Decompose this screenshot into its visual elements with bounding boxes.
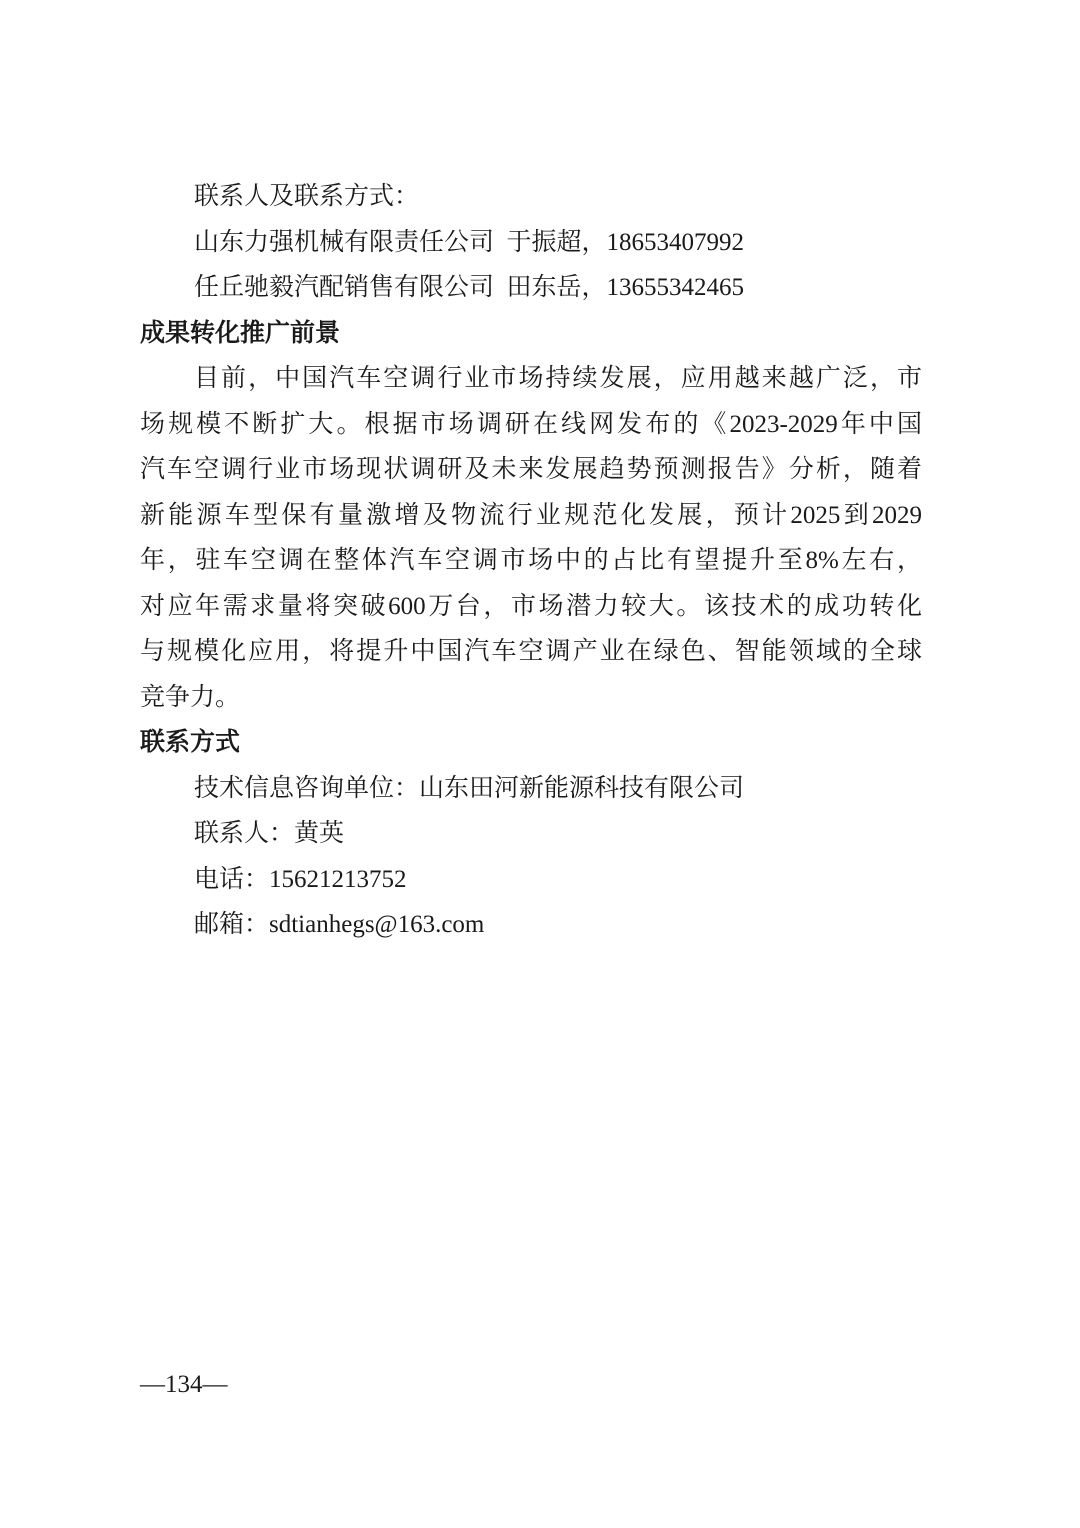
contact-email: 邮箱：sdtianhegs@163.com [194, 911, 485, 938]
paragraph-line: 目前，中国汽车空调行业市场持续发展，应用越来越广泛，市 [194, 365, 922, 392]
contact-unit: 技术信息咨询单位：山东田河新能源科技有限公司 [194, 774, 745, 802]
paragraph-line: 与规模化应用，将提升中国汽车空调产业在绿色、智能领域的全球 [140, 638, 922, 665]
paragraph-line: 场规模不断扩大。根据市场调研在线网发布的《2023-2029年中国 [140, 410, 922, 438]
contact-entry: 任丘驰毅汽配销售有限公司 田东岳，13655342465 [194, 274, 745, 301]
document-page [140, 174, 922, 948]
contact-phone: 电话：15621213752 [194, 865, 407, 893]
page-number: —134— [140, 1371, 228, 1398]
paragraph-line: 年，驻车空调在整体汽车空调市场中的占比有望提升至8%左右， [140, 547, 922, 574]
contacts-label: 联系人及联系方式： [194, 183, 420, 210]
paragraph-line: 新能源车型保有量激增及物流行业规范化发展，预计2025到2029 [140, 501, 922, 529]
paragraph-line: 竞争力。 [140, 683, 241, 711]
contact-entry: 山东力强机械有限责任公司 于振超，18653407992 [194, 228, 745, 256]
paragraph-line: 对应年需求量将突破600万台，市场潜力较大。该技术的成功转化 [140, 592, 922, 620]
section-heading-prospects: 成果转化推广前景 [140, 319, 341, 347]
section-heading-contact: 联系方式 [140, 729, 241, 756]
paragraph-line: 汽车空调行业市场现状调研及未来发展趋势预测报告》分析，随着 [140, 456, 922, 483]
contact-person: 联系人：黄英 [194, 820, 345, 847]
